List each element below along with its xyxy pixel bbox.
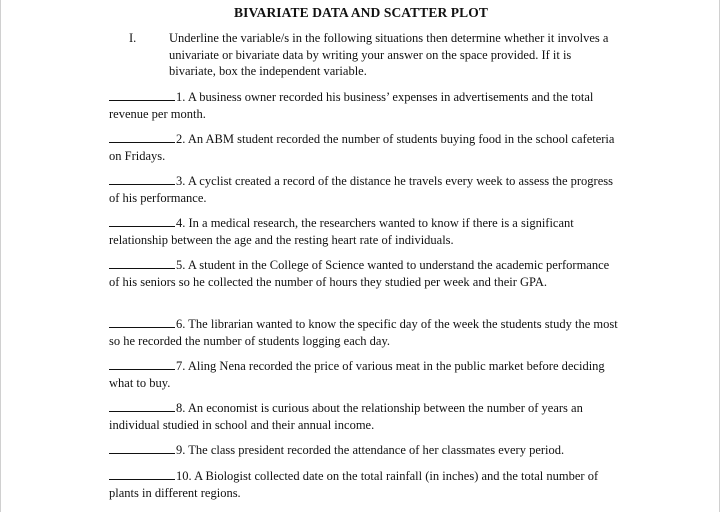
question-item-10 — [109, 468, 619, 501]
question-text-10: A Biologist collected date on the total rainfall (in inches) and the total number of plants in different regions. — [109, 469, 599, 500]
question-text-9: The class president recorded the attendance of her classmates every period. — [188, 443, 565, 457]
question-text-8: An economist is curious about the relationship between the number of years an individual studied in school and their annual income. — [109, 401, 583, 432]
question-item-1 — [109, 89, 619, 122]
question-text-1: A business owner recorded his business’ expenses in advertisements and the total revenue per month. — [109, 90, 594, 121]
answer-blank-8[interactable] — [109, 400, 175, 412]
answer-blank-3[interactable] — [109, 173, 175, 185]
question-item-3 — [109, 173, 619, 206]
section-number: I. — [129, 31, 137, 45]
question-text-3: A cyclist created a record of the distance he travels every week to assess the progress of his performance. — [109, 174, 613, 205]
answer-blank-4[interactable] — [109, 215, 175, 227]
question-item-9 — [109, 442, 619, 459]
question-text-6: The librarian wanted to know the specific day of the week the students study the most so he recorded the number of students logging each day. — [109, 317, 618, 348]
section-instructions: Underline the variable/s in the following situations then determine whether it involves a univariate or bivariate data by writing your answer on the space provided. If it is bivariate, box the independent variable. — [169, 31, 609, 78]
question-number-6: 6. — [176, 317, 186, 331]
question-item-2 — [109, 131, 619, 164]
question-number-1: 1. — [176, 90, 186, 104]
question-text-2: An ABM student recorded the number of students buying food in the school cafeteria on Fridays. — [109, 132, 615, 163]
question-item-5 — [109, 257, 619, 290]
worksheet-title: BIVARIATE DATA AND SCATTER PLOT — [234, 5, 488, 20]
question-number-3: 3. — [176, 174, 186, 188]
question-number-9: 9. — [176, 443, 186, 457]
question-text-4: In a medical research, the researchers wanted to know if there is a significant relationship between the age and the resting heart rate of individuals. — [109, 216, 574, 247]
question-text-7: Aling Nena recorded the price of various meat in the public market before deciding what to buy. — [109, 359, 605, 390]
answer-blank-2[interactable] — [109, 131, 175, 143]
question-item-4 — [109, 215, 619, 248]
answer-blank-7[interactable] — [109, 358, 175, 370]
answer-blank-9[interactable] — [109, 442, 175, 454]
answer-blank-6[interactable] — [109, 316, 175, 328]
question-text-5: A student in the College of Science wanted to understand the academic performance of his seniors so he collected the number of hours they studied per week and their GPA. — [109, 258, 610, 289]
question-number-10: 10. — [176, 469, 192, 483]
answer-blank-1[interactable] — [109, 89, 175, 101]
answer-blank-10[interactable] — [109, 468, 175, 480]
question-number-2: 2. — [176, 132, 186, 146]
question-item-8 — [109, 400, 619, 433]
question-number-4: 4. — [176, 216, 186, 230]
answer-blank-5[interactable] — [109, 257, 175, 269]
question-number-8: 8. — [176, 401, 186, 415]
question-item-7 — [109, 358, 619, 391]
question-number-7: 7. — [176, 359, 186, 373]
question-item-6 — [109, 316, 619, 349]
question-number-5: 5. — [176, 258, 186, 272]
